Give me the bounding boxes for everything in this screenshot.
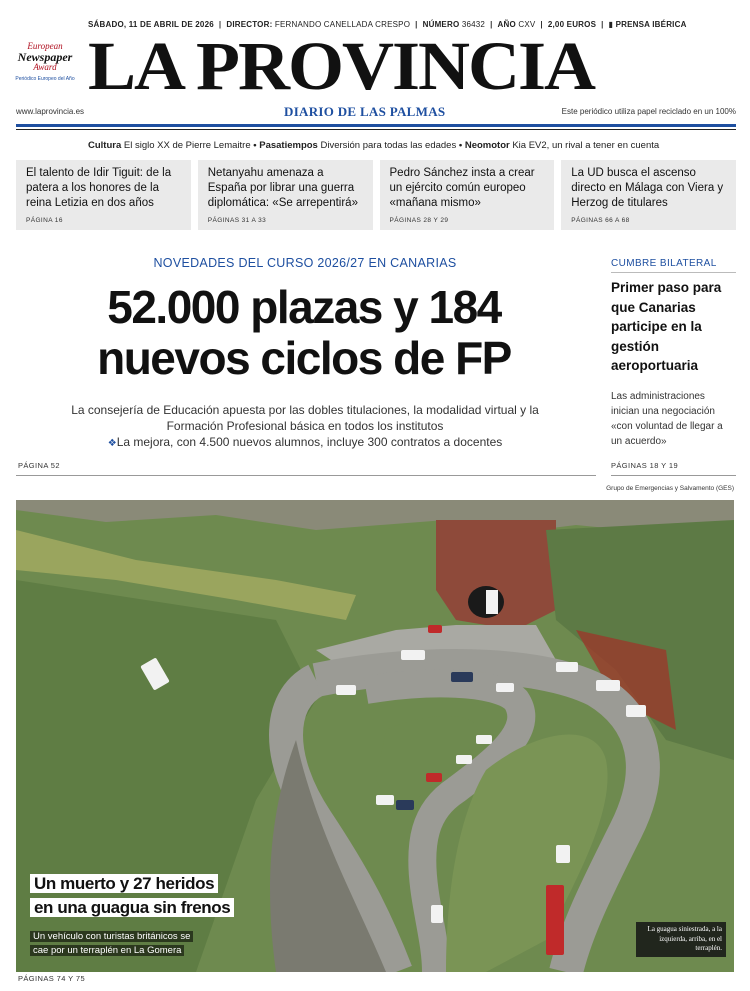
lead-photo[interactable] (16, 500, 734, 972)
ticker-text-culture[interactable]: El siglo XX de Pierre Lemaitre (123, 140, 251, 151)
lead-headline[interactable]: 52.000 plazas y 184 nuevos ciclos de FP (97, 281, 511, 384)
teaser-title: La UD busca el ascenso directo en Málaga con Viera y Herzog de titulares (571, 167, 724, 209)
teaser-title: El talento de Idir Tiguit: de la patera a los honores de la reina Letizia en dos años (26, 167, 172, 209)
award-line-2: Newspaper (17, 50, 73, 64)
teaser-title: Pedro Sánchez insta a crear un ejército común europeo «mañana mismo» (389, 167, 535, 209)
photo-subhead-line-2: cae por un terraplén en La Gomera (30, 945, 184, 956)
teaser-box[interactable] (380, 160, 555, 230)
newspaper-subtitle: DIARIO DE LAS PALMAS (284, 104, 446, 119)
teaser-box[interactable] (561, 160, 736, 230)
photo-headline-line-2: en una guagua sin frenos (30, 898, 234, 917)
photo-headline[interactable] (30, 872, 234, 920)
lead-rule (16, 475, 596, 476)
photo-credit: Grupo de Emergencias y Salvamento (GES) (606, 485, 734, 492)
award-line-1: European (27, 41, 63, 51)
sidebar-body: Las administraciones inician una negociación «con voluntad de llegar a un acuerdo» (611, 391, 723, 447)
photo-page-ref: PÁGINAS 74 Y 75 (18, 974, 86, 983)
newspaper-title[interactable]: LA PROVINCIA (88, 28, 595, 105)
sidebar-kicker: CUMBRE BILATERAL (611, 258, 717, 269)
sidebar-rule (611, 272, 736, 273)
european-newspaper-award-badge (6, 42, 84, 98)
teaser-page: PÁGINAS 66 A 68 (571, 217, 630, 224)
section-teaser-ticker: Cultura El siglo XX de Pierre Lemaitre • Pasatiempos Diversión para todas las edades • Neomotor Kia EV2, un rival a tener en cuenta (88, 140, 660, 151)
lead-kicker: NOVEDADES DEL CURSO 2026/27 EN CANARIAS (153, 256, 457, 270)
award-line-4: Periódico Europeo del Año (15, 76, 75, 82)
sidebar-headline[interactable]: Primer paso para que Canarias participe en la gestión aeroportuaria (611, 280, 722, 373)
diamond-bullet-icon: ❖ (107, 438, 117, 449)
issue-date: SÁBADO, 11 DE ABRIL DE 2026 (88, 19, 214, 29)
photo-subhead (30, 930, 193, 958)
ticker-text-puzzles[interactable]: Diversión para todas las edades (320, 140, 457, 151)
year-label: AÑO (497, 19, 516, 29)
lead-page-ref: PÁGINA 52 (18, 461, 60, 470)
teaser-boxes (16, 160, 736, 230)
lead-deck (60, 402, 550, 452)
lead-bullet: La mejora, con 4.500 nuevos alumnos, incluye 300 contratos a docentes (116, 435, 503, 449)
ticker-label-neomotor[interactable]: Neomotor (464, 140, 510, 151)
masthead-rule-black (16, 129, 736, 130)
issue-number: 36432 (461, 19, 486, 29)
teaser-page: PÁGINAS 31 A 33 (207, 217, 267, 224)
sidebar-rule-bottom (611, 475, 736, 476)
director-label: DIRECTOR: (226, 19, 273, 29)
teaser-box[interactable] (16, 160, 191, 230)
price: 2,00 EUROS (547, 19, 597, 29)
teaser-page: PÁGINA 16 (26, 217, 63, 224)
photo-subhead-line-1: Un vehículo con turistas británicos se (30, 931, 193, 942)
photo-caption: La guagua siniestrada, a la izquierda, arriba, en el terraplén. (636, 922, 726, 957)
teaser-title: Netanyahu amenaza a España por librar una guerra diplomática: «Se arrepentirá» (207, 167, 358, 209)
prensa-iberica-icon: ▮ (608, 19, 616, 29)
website-link[interactable]: www.laprovincia.es (16, 107, 85, 116)
sidebar-page-ref: PÁGINAS 18 Y 19 (611, 461, 679, 470)
publisher-group: PRENSA IBÉRICA (615, 19, 687, 29)
year-value: CXV (518, 19, 536, 29)
ticker-text-neomotor[interactable]: Kia EV2, un rival a tener en cuenta (512, 140, 660, 151)
masthead-subbar (16, 105, 736, 119)
director-name: FERNANDO CANELLADA CRESPO (274, 19, 411, 29)
masthead-rule-blue (16, 124, 736, 127)
teaser-page: PÁGINAS 28 Y 29 (389, 217, 449, 224)
masthead-info-bar: SÁBADO, 11 DE ABRIL DE 2026 | DIRECTOR: FERNANDO CANELLADA CRESPO | NÚMERO 36432 | AÑO CXV | 2,00 EUROS | ▮ PRENSA IBÉRICA (88, 19, 687, 29)
lead-deck-text: La consejería de Educación apuesta por las dobles titulaciones, la modalidad virtual y la Formación Profesional básica en todos los institutos (71, 403, 539, 433)
ticker-label-culture[interactable]: Cultura (88, 140, 122, 151)
issue-number-label: NÚMERO (422, 19, 460, 29)
photo-headline-line-1: Un muerto y 27 heridos (30, 874, 218, 893)
ticker-label-puzzles[interactable]: Pasatiempos (259, 140, 318, 151)
teaser-box[interactable] (198, 160, 373, 230)
award-line-3: Award (33, 62, 57, 72)
recycled-paper-note: Este periódico utiliza papel reciclado en un 100% (561, 107, 736, 116)
